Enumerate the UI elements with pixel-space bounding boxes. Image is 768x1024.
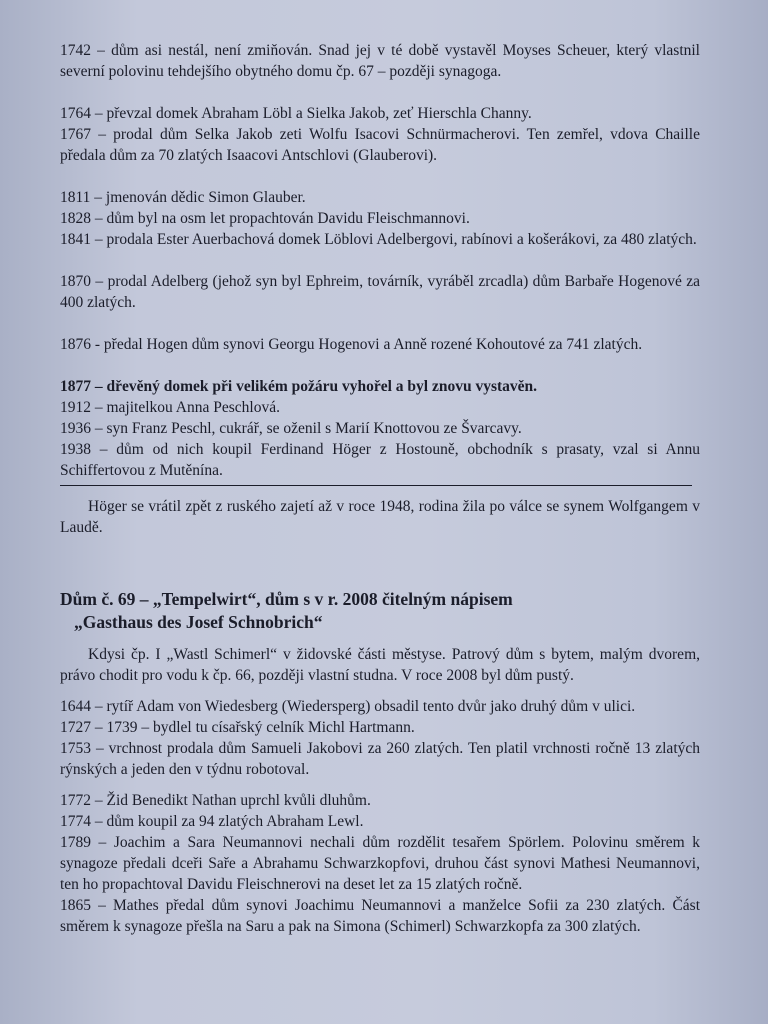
entry-1865: 1865 – Mathes předal dům synovi Joachimu Neumannovi a manželce Sofii za 230 zlatých. Část směrem k synagoze přešla na Saru a pak na Simona (Schimerl) Schwarzkopfa za 300 zlatých. <box>60 897 700 935</box>
house-69-intro: Kdysi čp. I „Wastl Schimerl“ v židovské části městyse. Patrový dům s bytem, malým dvorem, právo chodit pro vodu k čp. 66, později vlastní studna. V roce 2008 byl dům pustý. <box>60 646 700 684</box>
entry-1870: 1870 – prodal Adelberg (jehož syn byl Ephreim, továrník, vyráběl zrcadla) dům Barbaře Hogenové za 400 zlatých. <box>60 273 700 311</box>
entry-1742: 1742 – dům asi nestál, není zmiňován. Snad jej v té době vystavěl Moyses Scheuer, který vlastnil severní polovinu tehdejšího obytného domu čp. 67 – později synagoga. <box>60 42 700 80</box>
entry-1753: 1753 – vrchnost prodala dům Samueli Jakobovi za 260 zlatých. Ten platil vrchnosti ročně 13 zlatých rýnských a jeden den v týdnu robotoval. <box>60 740 700 778</box>
entry-1876: 1876 - předal Hogen dům synovi Georgu Hogenovi a Anně rozené Kohoutové za 741 zlatých. <box>60 336 643 353</box>
entry-1774: 1774 – dům koupil za 94 zlatých Abraham Lewl. <box>60 813 364 830</box>
entry-1767: 1767 – prodal dům Selka Jakob zeti Wolfu Isacovi Schnürmacherovi. Ten zemřel, vdova Chaille předala dům za 70 zlatých Isaacovi Antschlovi (Glauberovi). <box>60 126 700 164</box>
document-page <box>60 40 700 937</box>
entry-1772: 1772 – Žid Benedikt Nathan uprchl kvůli dluhům. <box>60 792 371 809</box>
entry-1811: 1811 – jmenován dědic Simon Glauber. <box>60 189 306 206</box>
entry-1912: 1912 – majitelkou Anna Peschlová. <box>60 399 280 416</box>
heading-line-2: „Gasthaus des Josef Schnobrich“ <box>74 612 323 632</box>
entry-1877: 1877 – dřevěný domek při velikém požáru vyhořel a byl znovu vystavěn. <box>60 378 538 395</box>
entry-1841: 1841 – prodala Ester Auerbachová domek Löblovi Adelbergovi, rabínovi a košerákovi, za 480 zlatých. <box>60 231 697 248</box>
heading-line-1: Dům č. 69 – „Tempelwirt“, dům s v r. 2008 čitelným nápisem <box>60 589 513 609</box>
entry-1644: 1644 – rytíř Adam von Wiedesberg (Wiedersperg) obsadil tento dvůr jako druhý dům v ulici. <box>60 698 636 715</box>
entry-1727: 1727 – 1739 – bydlel tu císařský celník Michl Hartmann. <box>60 719 415 736</box>
entry-1938: 1938 – dům od nich koupil Ferdinand Höger z Hostouně, obchodník s prasaty, vzal si Annu Schiffertovou z Mutěnína. <box>60 441 700 479</box>
entry-1764: 1764 – převzal domek Abraham Löbl a Sielka Jakob, zeť Hierschla Channy. <box>60 105 532 122</box>
house-69-heading <box>60 588 700 634</box>
entry-1828: 1828 – dům byl na osm let propachtován Davidu Fleischmannovi. <box>60 210 470 227</box>
entry-1789: 1789 – Joachim a Sara Neumannovi nechali dům rozdělit tesařem Spörlem. Polovinu směrem k synagoze předali dceři Saře a Abrahamu Schwarzkopfovi, druhou část synovi Mathesi Neumannovi, ten ho propachtoval Davidu Fleischnerovi na deset let za 15 zlatých ročně. <box>60 834 700 893</box>
hoger-note: Höger se vrátil zpět z ruského zajetí až v roce 1948, rodina žila po válce se synem Wolfgangem v Laudě. <box>60 498 700 536</box>
entry-1936: 1936 – syn Franz Peschl, cukrář, se oženil s Marií Knottovou ze Švarcavy. <box>60 420 522 437</box>
